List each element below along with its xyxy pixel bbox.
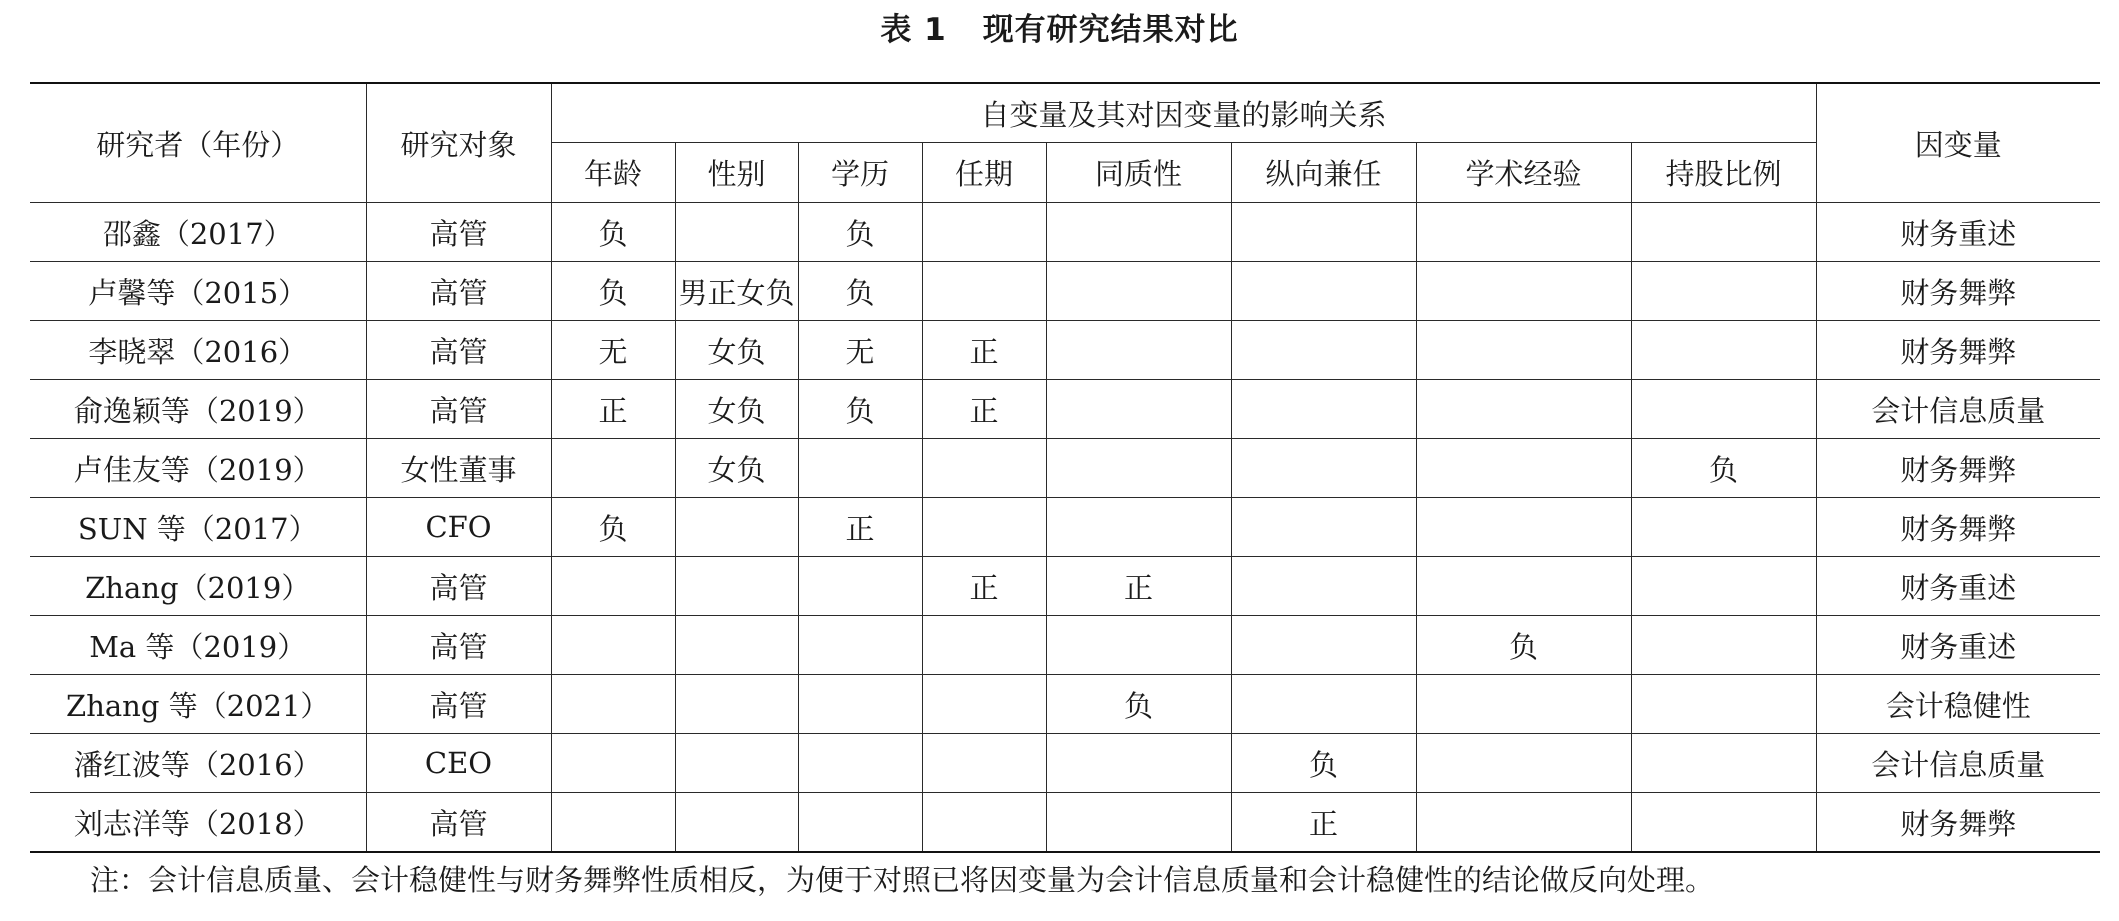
- table-caption: 现有研究结果对比: [982, 12, 1239, 48]
- cell-effect: [922, 675, 1046, 734]
- cell-subject: 女性董事: [366, 439, 551, 498]
- cell-effect: 负: [798, 380, 922, 439]
- cell-effect: [1416, 734, 1631, 793]
- header-variable: 学术经验: [1416, 143, 1631, 203]
- header-independent-variables: 自变量及其对因变量的影响关系: [551, 83, 1816, 143]
- cell-effect: [675, 616, 798, 675]
- cell-subject: 高管: [366, 262, 551, 321]
- cell-effect: 男正女负: [675, 262, 798, 321]
- table-row: [30, 439, 2100, 498]
- table-note: 注：会计信息质量、会计稳健性与财务舞弊性质相反，为便于对照已将因变量为会计信息质量和会计稳健性的结论做反向处理。: [90, 863, 1715, 897]
- cell-effect: [1231, 498, 1416, 557]
- cell-effect: [551, 557, 675, 616]
- cell-effect: [1046, 439, 1231, 498]
- cell-subject: CFO: [366, 498, 551, 557]
- cell-effect: 负: [798, 262, 922, 321]
- cell-effect: [1046, 498, 1231, 557]
- cell-researcher: 李晓翠（2016）: [30, 321, 366, 380]
- cell-effect: [1631, 675, 1816, 734]
- cell-effect: [1416, 439, 1631, 498]
- cell-dependent: 财务舞弊: [1816, 793, 2100, 853]
- cell-effect: 负: [551, 203, 675, 262]
- cell-effect: [798, 793, 922, 853]
- cell-effect: [1416, 380, 1631, 439]
- cell-effect: [1416, 262, 1631, 321]
- cell-subject: 高管: [366, 203, 551, 262]
- cell-effect: [1416, 793, 1631, 853]
- cell-subject: 高管: [366, 793, 551, 853]
- table-row: [30, 675, 2100, 734]
- cell-effect: 正: [798, 498, 922, 557]
- table-body: [30, 203, 2100, 853]
- table-row: [30, 498, 2100, 557]
- cell-effect: [922, 793, 1046, 853]
- cell-dependent: 财务重述: [1816, 203, 2100, 262]
- cell-researcher: Ma 等（2019）: [30, 616, 366, 675]
- cell-subject: 高管: [366, 380, 551, 439]
- cell-effect: [922, 616, 1046, 675]
- cell-effect: 负: [551, 262, 675, 321]
- cell-subject: 高管: [366, 675, 551, 734]
- cell-effect: [1631, 793, 1816, 853]
- cell-effect: [1231, 439, 1416, 498]
- cell-effect: 负: [1231, 734, 1416, 793]
- cell-effect: [1416, 557, 1631, 616]
- cell-dependent: 财务舞弊: [1816, 262, 2100, 321]
- cell-effect: [675, 498, 798, 557]
- cell-effect: [551, 616, 675, 675]
- cell-effect: [551, 439, 675, 498]
- cell-effect: 正: [922, 380, 1046, 439]
- cell-effect: [798, 675, 922, 734]
- header-variable: 持股比例: [1631, 143, 1816, 203]
- header-variable: 年龄: [551, 143, 675, 203]
- cell-effect: [1631, 498, 1816, 557]
- cell-effect: 女负: [675, 321, 798, 380]
- cell-effect: [798, 616, 922, 675]
- cell-effect: [922, 498, 1046, 557]
- cell-researcher: 潘红波等（2016）: [30, 734, 366, 793]
- header-variable: 纵向兼任: [1231, 143, 1416, 203]
- cell-effect: [1416, 675, 1631, 734]
- cell-effect: [922, 262, 1046, 321]
- cell-effect: [675, 675, 798, 734]
- cell-effect: [798, 734, 922, 793]
- cell-effect: [1046, 262, 1231, 321]
- cell-effect: [1046, 321, 1231, 380]
- results-table: [30, 82, 2100, 853]
- cell-effect: [675, 203, 798, 262]
- header-researcher: 研究者（年份）: [30, 83, 366, 203]
- header-subject: 研究对象: [366, 83, 551, 203]
- cell-effect: 正: [551, 380, 675, 439]
- table-title: [0, 8, 2119, 52]
- cell-researcher: 俞逸颖等（2019）: [30, 380, 366, 439]
- cell-effect: [1631, 734, 1816, 793]
- cell-effect: [1631, 262, 1816, 321]
- cell-effect: 女负: [675, 380, 798, 439]
- cell-dependent: 财务重述: [1816, 616, 2100, 675]
- cell-effect: [1046, 793, 1231, 853]
- table-row: [30, 203, 2100, 262]
- cell-effect: [675, 793, 798, 853]
- cell-effect: 正: [1046, 557, 1231, 616]
- cell-effect: 正: [922, 321, 1046, 380]
- cell-effect: [1231, 262, 1416, 321]
- table-row: [30, 321, 2100, 380]
- cell-effect: [1231, 203, 1416, 262]
- cell-researcher: SUN 等（2017）: [30, 498, 366, 557]
- cell-dependent: 会计稳健性: [1816, 675, 2100, 734]
- cell-researcher: Zhang（2019）: [30, 557, 366, 616]
- cell-effect: [1046, 203, 1231, 262]
- cell-researcher: 邵鑫（2017）: [30, 203, 366, 262]
- cell-effect: 负: [798, 203, 922, 262]
- cell-effect: [1416, 321, 1631, 380]
- cell-researcher: 刘志洋等（2018）: [30, 793, 366, 853]
- cell-effect: [798, 439, 922, 498]
- cell-effect: [1046, 734, 1231, 793]
- cell-effect: 负: [1631, 439, 1816, 498]
- cell-effect: 女负: [675, 439, 798, 498]
- cell-subject: CEO: [366, 734, 551, 793]
- cell-effect: [1416, 498, 1631, 557]
- cell-researcher: Zhang 等（2021）: [30, 675, 366, 734]
- table-row: [30, 557, 2100, 616]
- cell-effect: [1231, 321, 1416, 380]
- cell-dependent: 会计信息质量: [1816, 380, 2100, 439]
- cell-effect: [1631, 380, 1816, 439]
- table-header: [30, 83, 2100, 203]
- cell-effect: [1631, 321, 1816, 380]
- cell-subject: 高管: [366, 557, 551, 616]
- cell-effect: [675, 557, 798, 616]
- cell-effect: 负: [1046, 675, 1231, 734]
- table-row: [30, 734, 2100, 793]
- table-row: [30, 262, 2100, 321]
- cell-effect: [1631, 557, 1816, 616]
- header-dependent-variable: 因变量: [1816, 83, 2100, 203]
- cell-dependent: 财务舞弊: [1816, 439, 2100, 498]
- cell-researcher: 卢馨等（2015）: [30, 262, 366, 321]
- table-row: [30, 793, 2100, 853]
- cell-effect: 正: [922, 557, 1046, 616]
- cell-subject: 高管: [366, 616, 551, 675]
- cell-effect: [675, 734, 798, 793]
- cell-effect: [1231, 675, 1416, 734]
- cell-subject: 高管: [366, 321, 551, 380]
- cell-effect: [1046, 380, 1231, 439]
- cell-effect: [1231, 380, 1416, 439]
- cell-effect: 负: [551, 498, 675, 557]
- cell-effect: [551, 734, 675, 793]
- cell-effect: [551, 675, 675, 734]
- cell-effect: [1631, 616, 1816, 675]
- cell-effect: [1416, 203, 1631, 262]
- header-variable: 学历: [798, 143, 922, 203]
- cell-dependent: 财务舞弊: [1816, 321, 2100, 380]
- cell-effect: 无: [798, 321, 922, 380]
- table-row: [30, 380, 2100, 439]
- header-variable: 任期: [922, 143, 1046, 203]
- header-variable: 性别: [675, 143, 798, 203]
- header-variable: 同质性: [1046, 143, 1231, 203]
- cell-dependent: 财务舞弊: [1816, 498, 2100, 557]
- cell-effect: 负: [1416, 616, 1631, 675]
- cell-effect: [1231, 616, 1416, 675]
- cell-effect: [798, 557, 922, 616]
- cell-effect: [922, 203, 1046, 262]
- cell-effect: [922, 439, 1046, 498]
- cell-effect: [551, 793, 675, 853]
- cell-dependent: 会计信息质量: [1816, 734, 2100, 793]
- cell-effect: [1046, 616, 1231, 675]
- cell-effect: [922, 734, 1046, 793]
- table-number: 表 1: [880, 12, 947, 48]
- table-row: [30, 616, 2100, 675]
- cell-effect: [1631, 203, 1816, 262]
- cell-researcher: 卢佳友等（2019）: [30, 439, 366, 498]
- cell-effect: 正: [1231, 793, 1416, 853]
- cell-effect: [1231, 557, 1416, 616]
- cell-dependent: 财务重述: [1816, 557, 2100, 616]
- cell-effect: 无: [551, 321, 675, 380]
